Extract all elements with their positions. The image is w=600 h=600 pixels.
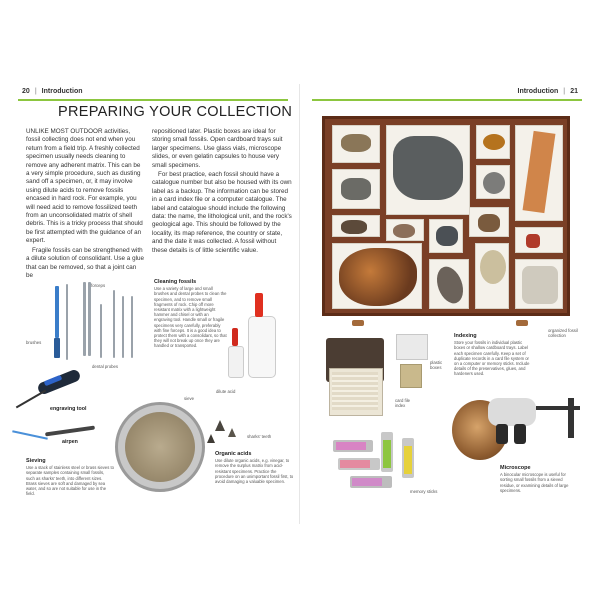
microscope-eyepiece [496,424,508,444]
dental-probe [122,296,124,358]
brush-handle [55,286,59,338]
right-page-number: 21 [570,88,578,95]
caption-text: Store your fossils in individual plastic boxes or shallow cardboard trays. Label each specimen carefully. Keep a set of duplicate records in a card file system or on a computer or memory sticks. Include details of the preservatives, glues, and hardeners used. [454,340,530,377]
fossil-specimen [432,263,468,307]
caption-title: Cleaning fossils [154,279,197,285]
specimen-tray [332,125,380,163]
label-organized-collection: organized fossil collection [548,328,578,338]
caption-sieving [26,459,114,496]
forceps-arm [83,282,86,356]
right-accent-rule [312,99,582,101]
body-paragraph: Fragile fossils can be strengthened with a dilute solution of consolidant. Use a glue that can be removed, so that a joint can be [26,246,144,279]
dental-probe [131,296,133,358]
caption-microscope [500,466,578,493]
fossil-specimen [523,131,556,213]
caption-indexing [454,334,534,377]
body-paragraph: repositioned later. Plastic boxes are ideal for storing small fossils. Open cardboard trays suit larger specimens. Use glass vials, microscope slides, or even gelatin capsules to house very small specimens. [152,128,283,169]
left-accent-rule [18,99,288,101]
memory-stick-label [383,440,391,468]
label-engraving-tool: engraving tool [50,406,87,412]
page-title: PREPARING YOUR COLLECTION [58,104,293,120]
body-paragraph: UNLIKE MOST OUTDOOR activities, fossil collecting does not end when you return from a field trip. A freshly collected specimen usually needs cleaning to remove any adherent matrix. This can be a very simple procedure, such as dusting sand off a specimen, or, it may involve using dilute acids to remove fossils encased in hard rock. For example, you will need acid to remove fossilized teeth from an unconsolidated matrix of shell debris. This is a tricky process that should be first attempted with the guidance of an expert. [26,128,143,245]
fossil-specimen [341,134,371,152]
specimen-tray [429,219,463,253]
right-page-section: Introduction [517,88,559,95]
header-divider: | [563,88,566,95]
caption-text: Use dilute organic acids, e.g. vinegar, to remove the surplus matrix from acid-resistant specimens. Practice the procedure on an unimportant fossil first, to avoid damaging a valuable specimen. [215,458,294,485]
label-airpen: airpen [62,439,78,445]
brush-thin [66,284,68,360]
microscope-stand [568,398,574,438]
specimen-tray [475,243,509,309]
left-page-section: Introduction [41,88,83,95]
shark-tooth [228,428,236,437]
fossil-specimen [393,136,463,200]
drawer-knob [352,320,364,326]
memory-stick-label [404,446,412,474]
specimen-tray [515,125,563,221]
fossil-specimen [483,172,505,194]
label-dental-probes: dental probes [92,364,119,369]
wash-bottle [248,316,276,378]
body-column-2 [152,128,292,256]
caption-text: A binocular microscope is useful for sorting small fossils from a sieved residue, or examining details of large specimens. [500,472,569,493]
specimen-tray [386,125,470,215]
fossil-specimen [483,134,505,150]
caption-title: Microscope [500,465,531,471]
label-forceps: forceps [91,283,106,288]
left-page-number: 20 [22,88,30,95]
memory-stick-label [352,478,382,486]
caption-title: Indexing [454,333,477,339]
specimen-tray [476,125,510,159]
specimen-tray [332,243,422,309]
body-column-1 [26,128,144,281]
plastic-box [396,334,428,360]
fossil-specimen [341,220,367,234]
dropper-cap [232,328,238,346]
caption-title: Sieving [26,458,46,464]
forceps-arm [88,282,91,356]
caption-text: Use a stack of stainless steel or brass sieves to separate samples containing small fossils, such as sharks' teeth, into different sizes. Brass sieves are soft and damaged by sea water, and so are not suitable for use in the field. [26,465,114,497]
brush-tip [54,338,60,358]
shark-tooth [215,420,225,431]
dental-probe [100,304,102,358]
microscope-head [488,398,536,426]
fossil-specimen [480,250,506,284]
specimen-tray [332,169,380,209]
fossil-specimen [526,234,540,248]
page-gutter [299,84,300,524]
specimen-tray [429,259,469,309]
fossil-specimen [393,224,415,238]
caption-organic-acids [215,452,295,484]
dental-probe [113,290,115,358]
specimen-tray [386,219,424,241]
label-brushes: brushes [26,340,42,345]
memory-stick-label [336,442,366,450]
caption-text: Use a variety of large and small brushes and dental probes to clean the specimen, and to remove small fragments of rock. Chip off more resistant matrix with a lightweight hammer and chisel or with an engraving tool. Handle small or fragile specimens very carefully, preferably with fine forceps. It is a good idea to protect them with a consolidant, so that they will not break up once they are handled or transported. [154,286,227,349]
card-index-dividers [332,372,378,410]
fossil-specimen [522,266,558,304]
shark-tooth [207,434,215,443]
label-sharks-teeth: sharks' teeth [247,434,272,439]
microscope-eyepiece [514,424,526,444]
sieve-contents [125,412,195,482]
label-dilute-acid: dilute acid [216,389,236,394]
label-plastic-boxes: plastic boxes [430,360,443,370]
fossil-specimen [478,214,500,232]
specimen-tray [476,165,510,199]
fossil-specimen [436,226,458,246]
fossil-specimen [341,178,371,200]
wash-bottle-cap [255,293,263,317]
fossil-drawer [322,116,570,316]
label-sieve: sieve [184,396,195,401]
label-card-file-index: card file index [395,398,411,408]
specimen-tray [515,227,563,253]
fossil-specimen [339,248,417,306]
specimen-tray [515,259,563,309]
label-memory-sticks: memory sticks [410,489,438,494]
specimen-tray [469,207,509,237]
dropper-bottle [228,346,244,378]
specimen-tray [332,215,380,237]
header-divider: | [34,88,37,95]
caption-cleaning [154,280,228,349]
plastic-box-with-fossil [400,364,422,388]
drawer-knob [516,320,528,326]
caption-title: Organic acids [215,451,252,457]
memory-stick-label [340,460,370,468]
body-paragraph: For best practice, each fossil should have a catalogue number but also be housed with its own label as a backup. The information can be stored in a card index file or a computer catalogue. The label and catalogue should include the following data: the name, the lithological unit, and the rock's geological age. This should be followed by the locality, its map reference, the country or state, and the date it was collected. A fossil without these details is of little scientific value. [152,171,292,254]
